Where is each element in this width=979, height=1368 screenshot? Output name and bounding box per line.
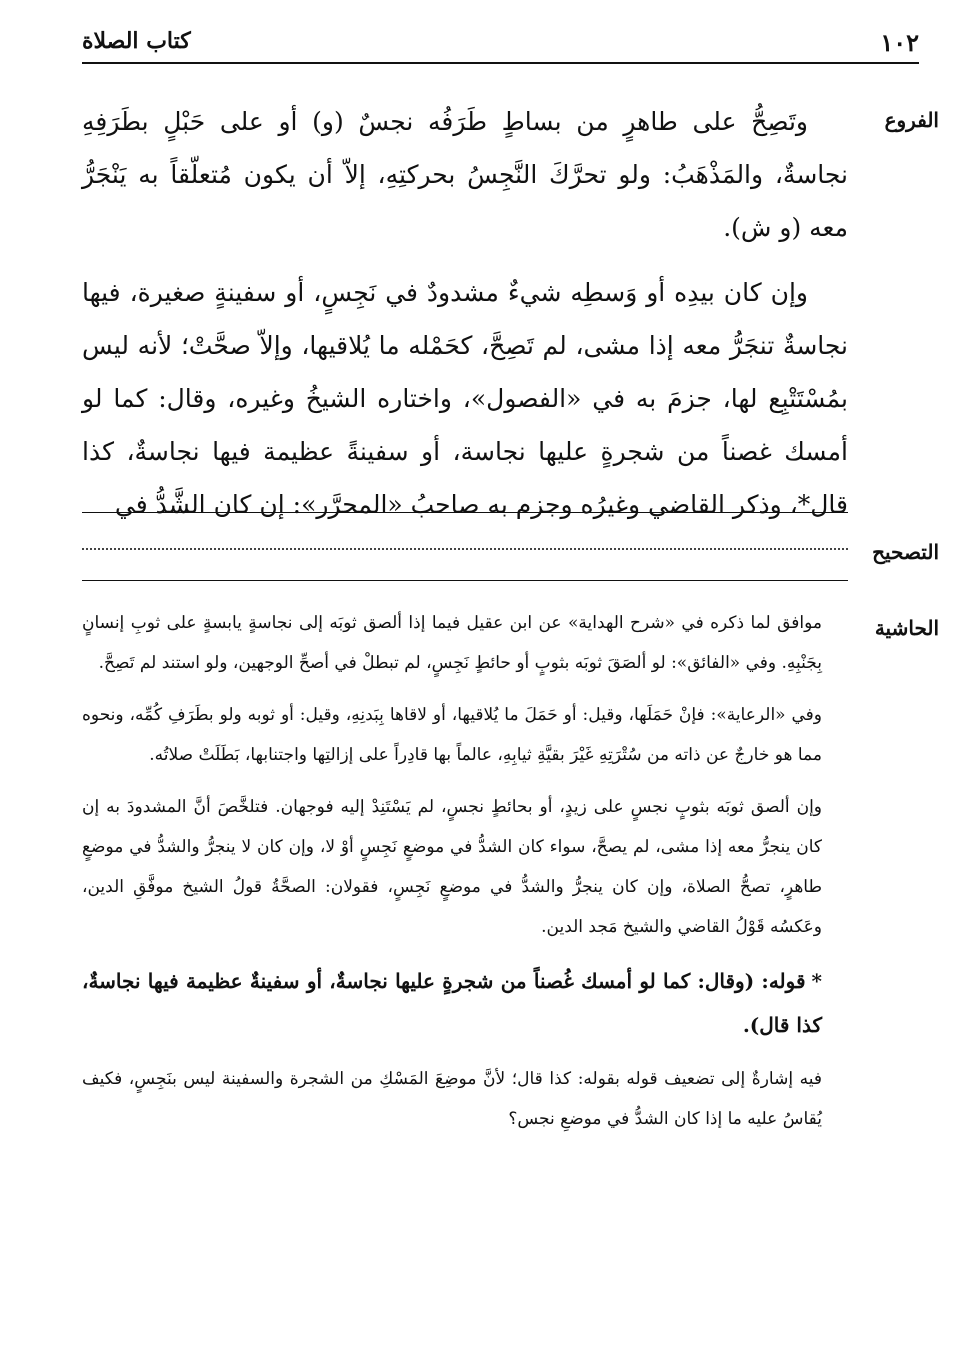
hashiya-label: الحاشية [874, 616, 939, 640]
hashiya-closing: فيه إشارةٌ إلى تضعيف قوله بقوله: كذا قال؛ لأنَّ موضِعَ المَسْكِ من الشجرة والسفينة ليس بنَجِسٍ، فكيف يُقاسُ عليه ما إذا كان الشدُّ في موضعِ نجس؟ [82, 1069, 822, 1129]
main-paragraph-2: وإن كان بيدِه أو وَسطِه شيءٌ مشدودٌ في نَجِسٍ، أو سفينةٍ صغيرة، فيها نجاسةٌ تنجَرُّ معه إذا مشى، لم تَصِحَّ، كحَمْله ما يُلاقيها، وإلاّ صحَّتْ؛ لأنه ليس بمُسْتَتْبِع لها، جزمَ به في «الفصول»، واختاره الشيخُ وغيره، وقال: كما لو أمسك غصناً من شجرةٍ عليها نجاسة، أو سفينةً عظيمة فيها نجاسةٌ، كذا قال*، وذكر القاضي وغيرُه وجزم به صاحبُ «المحرَّر»: إن كان الشَّدُّ في [82, 278, 848, 519]
star-note-text: قوله: (وقال: كما لو أمسك غُصناً من شجرةٍ عليها نجاسةٌ، أو سفينةٌ عظيمة فيها نجاسةٌ، كذا قال). [82, 969, 822, 1037]
hashiya-paragraph-2: وفي «الرعاية»: فإنْ حَمَلَها، وقيل: أو حَمَلَ ما يُلاقيها، أو لاقاها بِبَدنِهِ، وقيل: أو ثوبه ولو بطَرَفِ كُمِّه، ونحوه مما هو خارجٌ عن ذاته من سُتْرَتِهِ غَيْرَ بقيَّةِ ثيابِهِ، عالماً بها قادِراً على إزالتِها واجتنابها، بَطَلَتْ صلاتُه. [82, 705, 822, 765]
book-title: كتاب الصلاة [82, 28, 191, 54]
tashih-label: التصحيح [872, 540, 939, 564]
star-marker: * [811, 969, 822, 993]
hashiya-text [82, 603, 822, 1151]
section-divider-top [82, 512, 848, 513]
hashiya-paragraph-3: وإن ألصق ثوبَه بثوبٍ نجسٍ على زيدٍ، أو بحائطٍ نجسٍ، لم يَسْتَنِدْ إليه فوجهان. فتلخَّصَ أنَّ المشدودَ به إن كان ينجرُّ معه إذا مشى، لم يصحَّ، سواء كان الشدُّ في موضعٍ نَجِسٍ أوْ لا، وإن كان لا ينجرُّ والشدُّ في موضعٍ طاهرٍ، تصحُّ الصلاة، وإن كان ينجرُّ والشدُّ في موضعٍ نَجِسٍ، فقولان: الصحَّةُ قولُ الشيخ موفَّقِ الدين، وعَكسُه قَوْلُ القاضي والشيخ مَجد الدين. [82, 797, 822, 937]
furu-label: الفروع [884, 108, 939, 132]
running-header [82, 28, 919, 64]
page-number: ١٠٢ [880, 28, 919, 57]
section-divider-bottom [82, 580, 848, 581]
star-note [82, 959, 822, 1047]
tashih-dotted-line [82, 548, 848, 550]
hashiya-paragraph-1: موافق لما ذكره في «شرح الهداية» عن ابن عقيل فيما إذا ألصق ثوبَه إلى نجاسةٍ يابسةٍ على ثوبِ إنسانٍ بِجَنْبِهِ. وفي «الفائق»: لو ألصَقَ ثوبَه بثوبٍ أو حائطٍ نَجِسٍ، لم تبطلْ في أصحِّ الوجهين، ولو استند لم تَصِحَّ. [82, 613, 822, 673]
main-paragraph-1: وتَصِحُّ على طاهرٍ من بساطٍ طَرَفُه نجسٌ (و) أو على حَبْلٍ بطَرَفِهِ نجاسةٌ، والمَذْهَبُ: ولو تحرَّكَ النَّجِسُ بحركتِهِ، إلاّ أن يكون مُتعلّقاً به يَنْجَرُّ معه (و ش). [82, 107, 848, 242]
main-text [82, 95, 848, 531]
